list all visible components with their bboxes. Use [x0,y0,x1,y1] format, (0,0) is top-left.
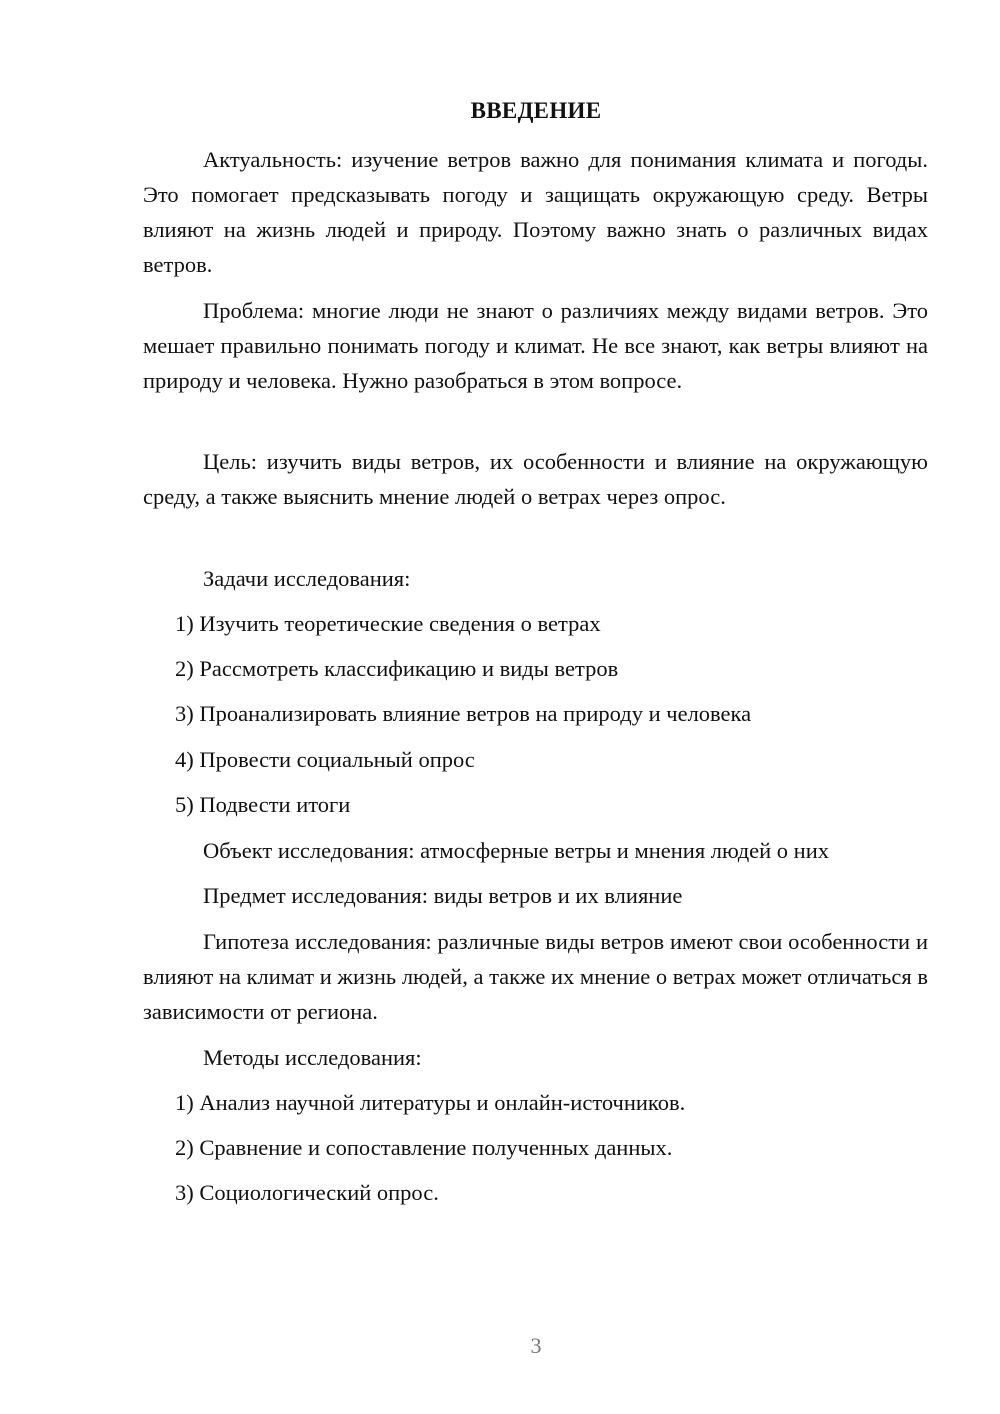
page-number: 3 [530,1333,542,1358]
hypothesis-paragraph: Гипотеза исследования: различные виды ветров имеют свои особенности и влияют на климат и жизнь людей, а также их мнение о ветрах может отличаться в зависимости от региона. [143,929,928,1024]
method-item: 1) Анализ научной литературы и онлайн-источников. [175,1090,686,1115]
research-object: Объект исследования: атмосферные ветры и мнения людей о них [203,838,830,863]
research-subject: Предмет исследования: виды ветров и их влияние [203,883,683,908]
method-item: 3) Социологический опрос. [175,1180,439,1205]
task-item: 4) Провести социальный опрос [175,747,475,772]
goal-paragraph: Цель: изучить виды ветров, их особенности и влияние на окружающую среду, а также выяснить мнение людей о ветрах через опрос. [143,449,928,509]
method-item: 2) Сравнение и сопоставление полученных данных. [175,1135,673,1160]
task-item: 1) Изучить теоретические сведения о ветрах [175,611,601,636]
page-title: ВВЕДЕНИЕ [470,98,602,123]
task-item: 3) Проанализировать влияние ветров на природу и человека [175,701,752,726]
methods-heading: Методы исследования: [203,1045,422,1070]
task-item: 5) Подвести итоги [175,792,351,817]
tasks-heading: Задачи исследования: [203,566,411,591]
problem-paragraph: Проблема: многие люди не знают о различиях между видами ветров. Это мешает правильно понимать погоду и климат. Не все знают, как ветры влияют на природу и человека. Нужно разобраться в этом вопросе. [143,298,928,393]
relevance-paragraph: Актуальность: изучение ветров важно для понимания климата и погоды. Это помогает предсказывать погоду и защищать окружающую среду. Ветры влияют на жизнь людей и природу. Поэтому важно знать о различных видах ветров. [143,147,928,277]
task-item: 2) Рассмотреть классификацию и виды ветров [175,656,619,681]
